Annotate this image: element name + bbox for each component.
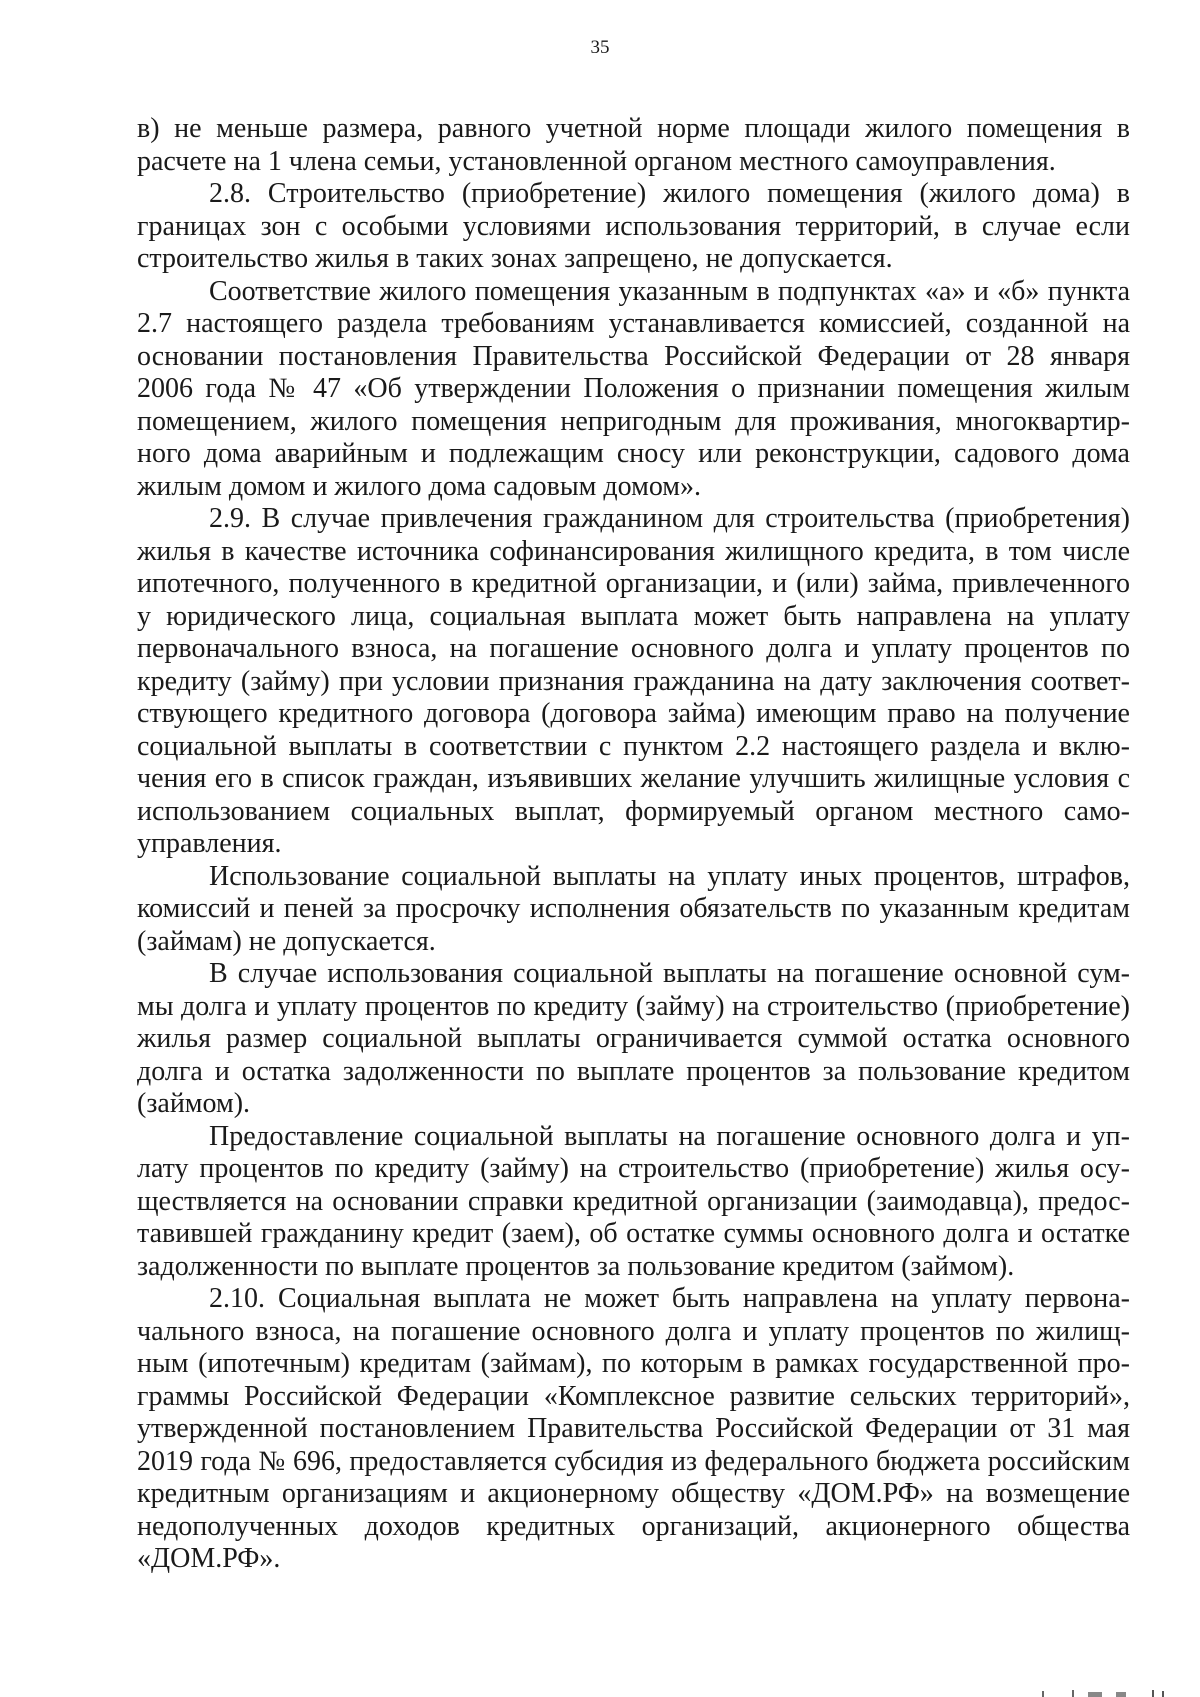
document-body — [137, 113, 1130, 1576]
paragraph-amount-limit: В случае использования социальной выплаты на погашение основной суммы долга и уплату процентов по кредиту (займу) на строительство (приобретение) жилья размер социальной выплаты ограничивается суммой остатка основного долга и остатка задолженности по выплате процентов за пользование кредитом (займом). — [137, 958, 1130, 1119]
page-number: 35 — [590, 37, 610, 58]
paragraph-use-restriction: Использование социальной выплаты на уплату иных процентов, штрафов, комиссий и пеней за просрочку исполнения обязательств по указанным кредитам (займам) не допускается. — [137, 860, 1130, 957]
paragraph-bank-certificate: Предоставление социальной выплаты на погашение основного долга и уплату процентов по кредиту (займу) на строительство (приобретение) жилья осуществляется на основании справки кредитной организации (заимодавца), предоставившей гражданину кредит (заем), об остатке суммы основного долга и остатке задолженности по выплате процентов за пользование кредитом (займом). — [137, 1120, 1130, 1282]
paragraph-clause-2-8: 2.8. Строительство (приобретение) жилого помещения (жилого дома) в границах зон с особыми условиями использования территорий, в случае если строительство жилья в таких зонах запрещено, не допускается. — [137, 178, 1130, 274]
scan-artifact-marks — [1042, 1689, 1172, 1697]
paragraph-compliance: Соответствие жилого помещения указанным в подпунктах «а» и «б» пункта 2.7 настоящего раздела требованиям устанавливается комиссией, созданной на основании постановления Правительства Российской Федерации от 28 января 2006 года № 47 «Об утверждении Положения о признании помещения жилым помещением, жилого помещения непригодным для проживания, многоквартирного дома аварийным и подлежащим сносу или реконструкции, садового дома жилым домом и жилого дома садовым домом». — [137, 275, 1130, 502]
paragraph-clause-2-10: 2.10. Социальная выплата не может быть направлена на уплату первоначального взноса, на погашение основного долга и уплату процентов по жилищным (ипотечным) кредитам (займам), по которым в рамках государственной программы Российской Федерации «Комплексное развитие сельских территорий», утвержденной постановлением Правительства Российской Федерации от 31 мая 2019 года № 696, предоставляется субсидия из федерального бюджета российским кредитным организациям и акционерному обществу «ДОМ.РФ» на возмещение недополученных доходов кредитных организаций, акционерного общества «ДОМ.РФ». — [137, 1283, 1130, 1574]
paragraph-clause-2-9: 2.9. В случае привлечения гражданином для строительства (приобретения) жилья в качестве источника софинансирования жилищного кредита, в том числе ипотечного, полученного в кредитной организации, и (или) займа, привлеченного у юридического лица, социальная выплата может быть направлена на уплату первоначального взноса, на погашение основного долга и уплату процентов по кредиту (займу) при условии признания гражданина на дату заключения соответствующего кредитного договора (договора займа) имеющим право на получение социальной выплаты в соответствии с пунктом 2.2 настоящего раздела и включения его в список граждан, изъявивших желание улучшить жилищные условия с использованием социальных выплат, формируемый органом местного самоуправления. — [137, 503, 1130, 859]
paragraph-subitem-v: в) не меньше размера, равного учетной норме площади жилого помещения в расчете на 1 члена семьи, установленной органом местного самоуправления. — [137, 113, 1130, 177]
